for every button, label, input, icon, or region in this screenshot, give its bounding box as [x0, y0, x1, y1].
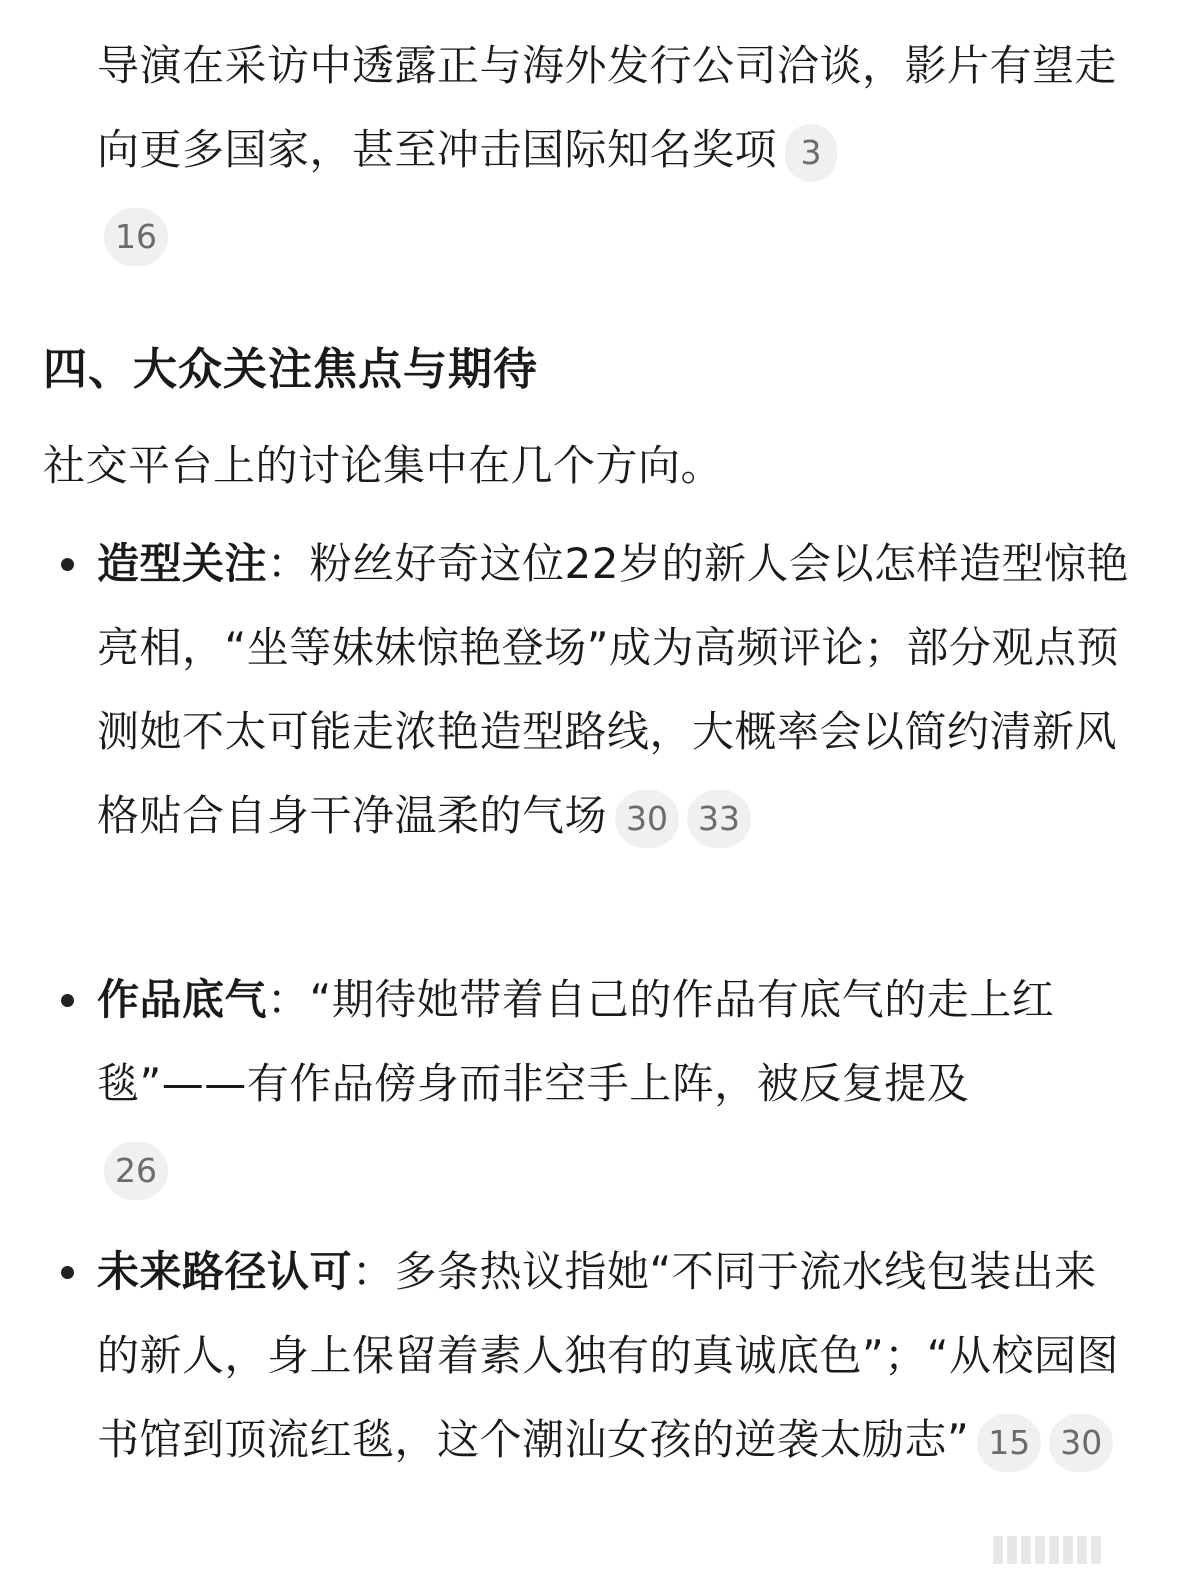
bullet-dot-icon	[61, 558, 74, 571]
list-item	[43, 1230, 1153, 1482]
section-heading: 四、大众关注焦点与期待	[43, 344, 538, 395]
citation-row	[97, 1126, 1137, 1210]
list-item-text: 多条热议指她“不同于流水线包装出来的新人，身上保留着素人独有的真诚底色”；“从校园图书馆到顶流红毯，这个潮汕女孩的逆袭太励志”	[97, 1247, 1120, 1464]
citation-badge[interactable]: 15	[977, 1414, 1041, 1472]
list-item-body	[97, 958, 1137, 1210]
list-item-text: 粉丝好奇这位22岁的新人会以怎样造型惊艳亮相，“坐等妹妹惊艳登场”成为高频评论；部分观点预测她不太可能走浓艳造型路线，大概率会以简约清新风格贴合自身干净温柔的气场	[97, 539, 1129, 840]
list-item-text: “期待她带着自己的作品有底气的走上红毯”——有作品傍身而非空手上阵，被反复提及	[97, 975, 1055, 1108]
list-item-term: 造型关注	[97, 539, 268, 588]
list-item-colon: ：	[267, 975, 310, 1024]
list-item-body	[97, 522, 1137, 858]
citation-badge[interactable]: 30	[615, 790, 679, 848]
citation-badge[interactable]: 26	[104, 1142, 168, 1200]
citation-badge[interactable]: 16	[104, 208, 168, 266]
top-paragraph-text: 导演在采访中透露正与海外发行公司洽谈，影片有望走向更多国家，甚至冲击国际知名奖项	[97, 41, 1118, 174]
list-item-colon: ：	[352, 1247, 395, 1296]
watermark-logo	[993, 1532, 1173, 1568]
list-item-term: 作品底气	[97, 975, 268, 1024]
citation-badge[interactable]: 30	[1049, 1414, 1113, 1472]
list-item	[43, 522, 1153, 858]
section-intro: 社交平台上的讨论集中在几个方向。	[43, 441, 724, 490]
top-paragraph	[97, 24, 1137, 276]
list-item	[43, 958, 1153, 1210]
list-item-term: 未来路径认可	[97, 1247, 353, 1296]
list-item-colon: ：	[267, 539, 310, 588]
citation-row	[97, 192, 1137, 276]
bullet-dot-icon	[61, 994, 74, 1007]
citation-badge[interactable]: 3	[785, 124, 837, 182]
bullet-dot-icon	[61, 1266, 74, 1279]
citation-badge[interactable]: 33	[687, 790, 751, 848]
list-item-body	[97, 1230, 1137, 1482]
